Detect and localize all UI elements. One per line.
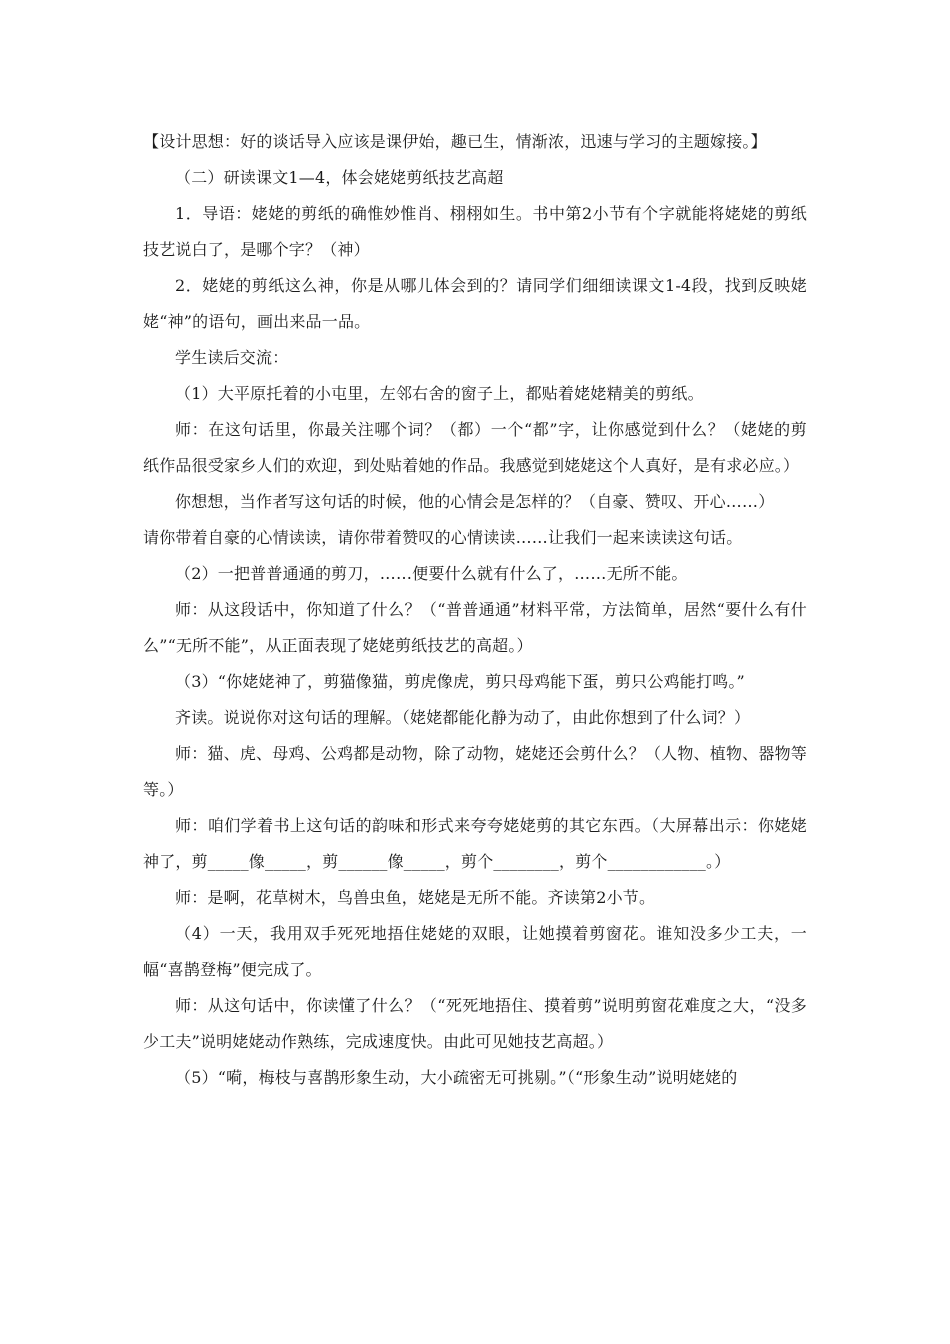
- paragraph-author-feeling: 你想想，当作者写这句话的时候，他的心情会是怎样的？（自豪、赞叹、开心……）: [175, 492, 775, 511]
- paragraph-read-aloud: 请你带着自豪的心情读读，请你带着赞叹的心情读读……让我们一起来读读这句话。: [143, 528, 743, 547]
- teacher-remark-2: 师：从这段话中，你知道了什么？（“普普通通”材料平常，方法简单，居然“要什么有什么”“无所不能”，从正面表现了姥姥剪纸技艺的高超。）: [143, 600, 807, 655]
- teacher-remark-1: 师：在这句话里，你最关注哪个词？（都）一个“都”字，让你感觉到什么？（姥姥的剪纸作品很受家乡人们的欢迎，到处贴着她的作品。我感觉到姥姥这个人真好，是有求必应。）: [143, 420, 807, 475]
- teacher-remark-5: 师：是啊，花草树木，鸟兽虫鱼，姥姥是无所不能。齐读第2小节。: [175, 888, 656, 907]
- teacher-remark-4: 师：咱们学着书上这句话的韵味和形式来夸夸姥姥剪的其它东西。（大屏幕出示：你姥姥神了，剪_____像_____，剪______像_____，剪个________，剪个____________。）: [143, 816, 807, 871]
- quote-4: （4）一天，我用双手死死地捂住姥姥的双眼，让她摸着剪窗花。谁知没多少工夫，一幅“喜鹊登梅”便完成了。: [143, 924, 807, 979]
- teacher-remark-6: 师：从这句话中，你读懂了什么？（“死死地捂住、摸着剪”说明剪窗花难度之大，“没多少工夫”说明姥姥动作熟练，完成速度快。由此可见她技艺高超。）: [143, 996, 807, 1051]
- quote-5: （5）“嗬，梅枝与喜鹊形象生动，大小疏密无可挑剔。”（“形象生动”说明姥姥的: [175, 1068, 738, 1087]
- quote-2: （2）一把普普通通的剪刀，……便要什么就有什么了，……无所不能。: [175, 564, 688, 583]
- quote-1: （1）大平原托着的小屯里，左邻右舍的窗子上，都贴着姥姥精美的剪纸。: [175, 384, 704, 403]
- section-heading: （二）研读课文1—4，体会姥姥剪纸技艺高超: [175, 168, 504, 187]
- teacher-remark-3: 师：猫、虎、母鸡、公鸡都是动物，除了动物，姥姥还会剪什么？（人物、植物、器物等等。）: [143, 744, 807, 799]
- document-body: [143, 124, 807, 1096]
- paragraph-exchange-label: 学生读后交流：: [175, 348, 289, 367]
- quote-3: （3）“你姥姥神了，剪猫像猫，剪虎像虎，剪只母鸡能下蛋，剪只公鸡能打鸣。”: [175, 672, 745, 691]
- paragraph-intro-question: 1．导语：姥姥的剪纸的确惟妙惟肖、栩栩如生。书中第2小节有个字就能将姥姥的剪纸技艺说白了，是哪个字？（神）: [143, 204, 807, 259]
- paragraph-group-read: 齐读。说说你对这句话的理解。（姥姥都能化静为动了，由此你想到了什么词？）: [175, 708, 751, 727]
- design-idea-paragraph: 【设计思想：好的谈话导入应该是课伊始，趣已生，情渐浓，迅速与学习的主题嫁接。】: [143, 132, 767, 151]
- paragraph-reading-task: 2．姥姥的剪纸这么神，你是从哪儿体会到的？请同学们细细读课文1-4段，找到反映姥姥“神”的语句，画出来品一品。: [143, 276, 807, 331]
